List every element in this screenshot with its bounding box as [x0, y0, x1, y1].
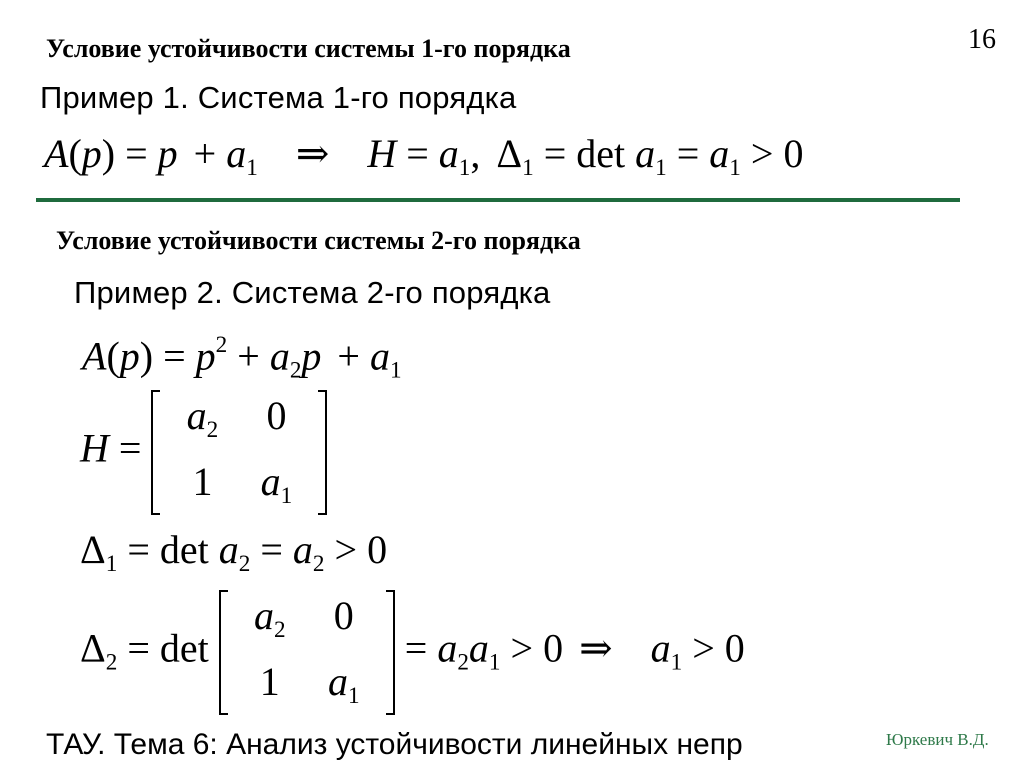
equation-3: H = $a_2$ 0 1 $a_1$: [80, 390, 327, 515]
example-1-title: Пример 1. Система 1-го порядка: [40, 80, 517, 115]
equation-5: $\Delta_2 = \det$ $a_2$ 0 1 $a_1$ = $a_2a_1 > 0$ ⇒ $a_1 > 0$: [80, 590, 745, 715]
heading-first-order: Условие устойчивости системы 1-го порядка: [46, 34, 571, 63]
matrix-h: $a_2$ 0 1 $a_1$: [151, 390, 327, 515]
equation-4: $\Delta_1 = \det a_2 = a_2 > 0$: [80, 527, 388, 578]
heading-second-order: Условие устойчивости системы 2-го порядка: [56, 226, 581, 255]
equation-2: $A(p) = p^2 + a_2p + a_1$: [82, 332, 402, 384]
footer-topic: ТАУ. Тема 6: Анализ устойчивости линейных непр: [46, 728, 743, 761]
example-2-title: Пример 2. Система 2-го порядка: [74, 275, 551, 310]
equation-1: $A(p) = p + a_1$ ⇒ $H = a_1$, $\Delta_1 = \det a_1 = a_1 > 0$: [44, 131, 804, 182]
page-number: 16: [968, 24, 996, 55]
matrix-det: $a_2$ 0 1 $a_1$: [219, 590, 395, 715]
section-divider: [36, 198, 960, 202]
author: Юркевич В.Д.: [886, 730, 989, 749]
